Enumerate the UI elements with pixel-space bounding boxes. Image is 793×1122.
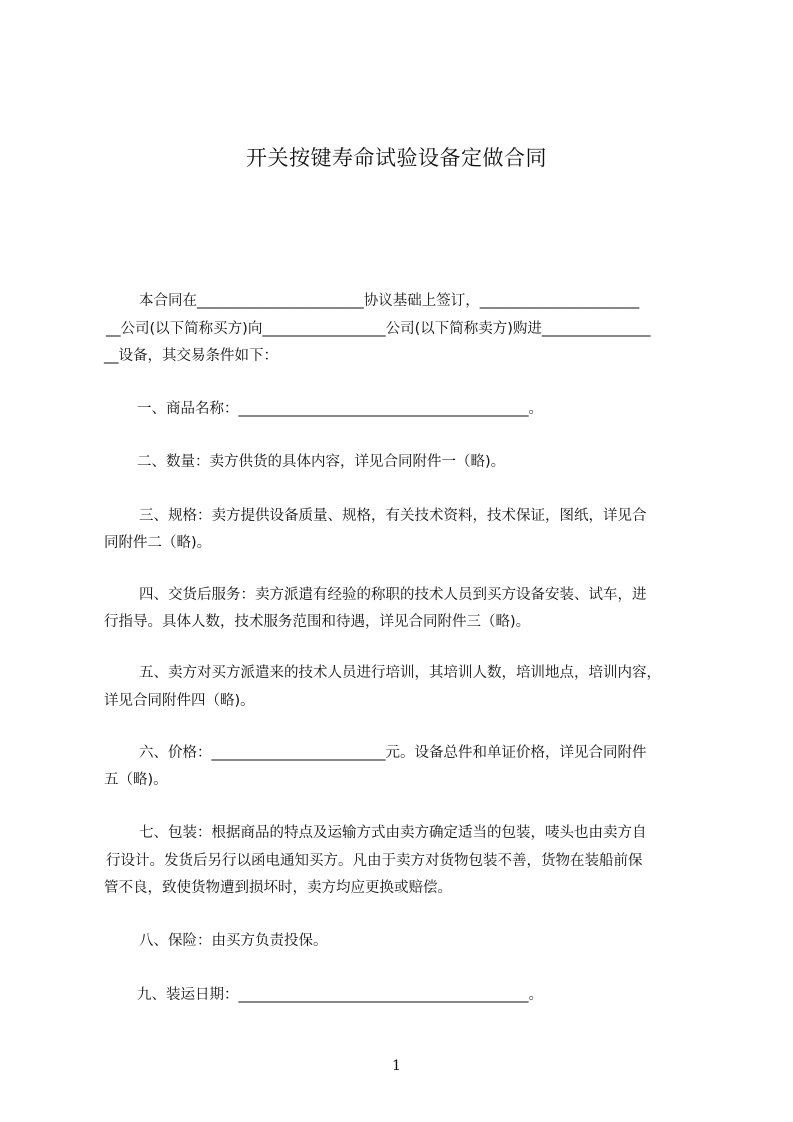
clause-3-spec-line-2: 同附件二（略)。 [104,535,212,551]
agreement-blank: _______________________ [197,293,364,309]
clause-5-training-line-1: 五、卖方对买方派遣来的技术人员进行培训，其培训人数，培训地点，培训内容， [139,665,661,681]
clause-6-price-line-1: 六、价格：________________________元。设备总件和单证价格，详见合同附件 [139,745,647,761]
clause-2-quantity: 二、数量：卖方供货的具体内容，详见合同附件一（略)。 [137,454,506,470]
clause-6-price-line-2: 五（略)。 [104,772,168,788]
document-title: 开关按键寿命试验设备定做合同 [246,146,547,170]
clause-9-shipping-date: 九、装运日期：________________________________________。 [137,987,543,1003]
shipping-date-blank: ________________________________________ [238,987,529,1003]
equipment-name-blank: _______________ [541,321,651,337]
intro-line-2: __公司(以下简称买方)向_________________公司(以下简称卖方)购进_______________ [106,321,651,337]
product-name-blank: ________________________________________ [238,401,529,417]
clause-8-insurance: 八、保险：由买方负责投保。 [139,933,328,949]
intro-line-1: 本合同在_______________________协议基础上签订，______________________ [139,293,640,309]
clause-7-packing-line-1: 七、包装：根据商品的特点及运输方式由卖方确定适当的包装，唛头也由卖方自 [139,825,647,841]
clause-4-service-line-2: 行指导。具体人数，技术服务范围和待遇，详见合同附件三（略)。 [104,614,531,630]
buyer-name-blank: ______________________ [479,293,640,309]
clause-7-packing-line-3: 管不良，致使货物遭到损坏时，卖方均应更换或赔偿。 [104,880,452,896]
intro-line-3: __设备，其交易条件如下： [104,348,278,364]
clause-4-service-line-1: 四、交货后服务：卖方派遣有经验的称职的技术人员到买方设备安装、试车，进 [139,587,647,603]
clause-5-training-line-2: 详见合同附件四（略)。 [104,693,255,709]
clause-3-spec-line-1: 三、规格：卖方提供设备质量、规格，有关技术资料，技术保证，图纸，详见合 [139,508,647,524]
clause-1-product-name: 一、商品名称：________________________________________。 [137,401,543,417]
price-blank: ________________________ [211,745,386,761]
clause-7-packing-line-2: 行设计。发货后另行以函电通知买方。凡由于卖方对货物包装不善，货物在装船前保 [106,853,643,869]
page-number: 1 [392,1058,401,1074]
seller-name-blank: _________________ [262,321,386,337]
